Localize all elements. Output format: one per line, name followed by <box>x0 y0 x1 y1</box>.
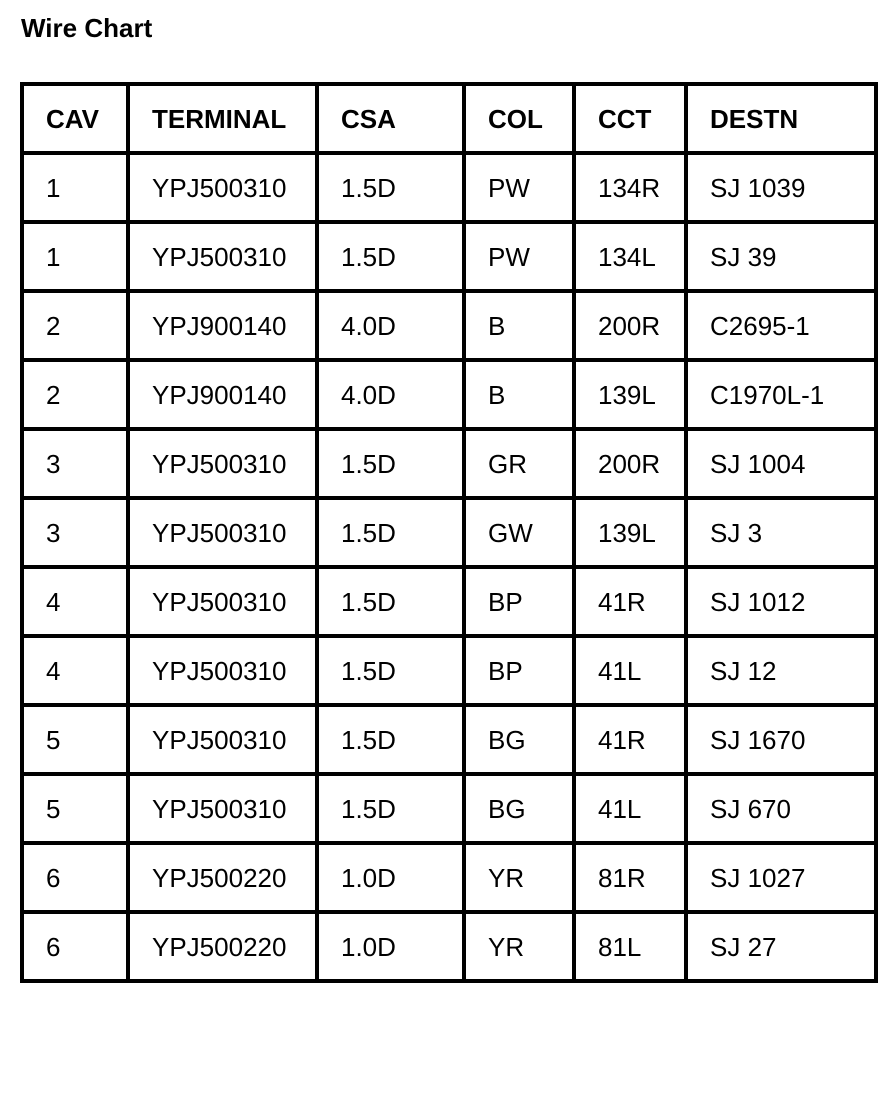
cell-destn: SJ 27 <box>686 912 876 981</box>
table-header-row <box>22 84 876 153</box>
cell-destn: SJ 12 <box>686 636 876 705</box>
cell-csa: 1.5D <box>317 153 464 222</box>
cell-cav: 3 <box>22 498 128 567</box>
cell-destn: C1970L-1 <box>686 360 876 429</box>
column-header-csa: CSA <box>317 84 464 153</box>
cell-cct: 41L <box>574 636 686 705</box>
cell-destn: SJ 1027 <box>686 843 876 912</box>
cell-cav: 4 <box>22 636 128 705</box>
column-header-cav: CAV <box>22 84 128 153</box>
cell-col: GR <box>464 429 574 498</box>
cell-cct: 139L <box>574 498 686 567</box>
cell-cav: 3 <box>22 429 128 498</box>
cell-cct: 139L <box>574 360 686 429</box>
cell-csa: 1.5D <box>317 498 464 567</box>
column-header-terminal: TERMINAL <box>128 84 317 153</box>
table-row <box>22 153 876 222</box>
cell-terminal: YPJ500220 <box>128 843 317 912</box>
table-row <box>22 843 876 912</box>
cell-terminal: YPJ500220 <box>128 912 317 981</box>
cell-cav: 2 <box>22 360 128 429</box>
table-row <box>22 360 876 429</box>
cell-col: YR <box>464 912 574 981</box>
cell-cct: 200R <box>574 291 686 360</box>
cell-terminal: YPJ500310 <box>128 567 317 636</box>
cell-col: BG <box>464 774 574 843</box>
cell-destn: SJ 39 <box>686 222 876 291</box>
cell-csa: 1.5D <box>317 774 464 843</box>
cell-destn: SJ 1004 <box>686 429 876 498</box>
table-row <box>22 636 876 705</box>
cell-terminal: YPJ500310 <box>128 222 317 291</box>
cell-terminal: YPJ900140 <box>128 360 317 429</box>
cell-cct: 200R <box>574 429 686 498</box>
cell-terminal: YPJ500310 <box>128 705 317 774</box>
cell-col: B <box>464 360 574 429</box>
column-header-destn: DESTN <box>686 84 876 153</box>
wire-chart-table <box>20 82 878 983</box>
cell-destn: SJ 1012 <box>686 567 876 636</box>
column-header-col: COL <box>464 84 574 153</box>
cell-cct: 134R <box>574 153 686 222</box>
cell-col: B <box>464 291 574 360</box>
cell-cav: 2 <box>22 291 128 360</box>
table-row <box>22 429 876 498</box>
cell-cav: 6 <box>22 843 128 912</box>
cell-csa: 1.0D <box>317 912 464 981</box>
cell-cav: 1 <box>22 222 128 291</box>
page-title: Wire Chart <box>21 13 153 43</box>
cell-terminal: YPJ500310 <box>128 774 317 843</box>
cell-cav: 5 <box>22 774 128 843</box>
cell-cct: 134L <box>574 222 686 291</box>
cell-cct: 81L <box>574 912 686 981</box>
cell-col: BP <box>464 636 574 705</box>
cell-col: PW <box>464 222 574 291</box>
cell-csa: 1.5D <box>317 567 464 636</box>
cell-destn: SJ 3 <box>686 498 876 567</box>
cell-destn: SJ 1670 <box>686 705 876 774</box>
cell-cct: 41L <box>574 774 686 843</box>
cell-destn: SJ 1039 <box>686 153 876 222</box>
cell-terminal: YPJ500310 <box>128 153 317 222</box>
cell-csa: 4.0D <box>317 291 464 360</box>
cell-destn: SJ 670 <box>686 774 876 843</box>
cell-csa: 4.0D <box>317 360 464 429</box>
cell-cct: 81R <box>574 843 686 912</box>
cell-csa: 1.5D <box>317 705 464 774</box>
cell-csa: 1.0D <box>317 843 464 912</box>
cell-col: BP <box>464 567 574 636</box>
table-row <box>22 774 876 843</box>
table-body <box>22 153 876 981</box>
cell-col: PW <box>464 153 574 222</box>
cell-terminal: YPJ500310 <box>128 429 317 498</box>
cell-col: BG <box>464 705 574 774</box>
table-row <box>22 705 876 774</box>
cell-terminal: YPJ900140 <box>128 291 317 360</box>
cell-csa: 1.5D <box>317 429 464 498</box>
table-row <box>22 222 876 291</box>
cell-col: GW <box>464 498 574 567</box>
cell-cct: 41R <box>574 567 686 636</box>
cell-cav: 6 <box>22 912 128 981</box>
cell-col: YR <box>464 843 574 912</box>
table-row <box>22 291 876 360</box>
cell-terminal: YPJ500310 <box>128 498 317 567</box>
column-header-cct: CCT <box>574 84 686 153</box>
cell-cct: 41R <box>574 705 686 774</box>
cell-cav: 4 <box>22 567 128 636</box>
cell-terminal: YPJ500310 <box>128 636 317 705</box>
cell-cav: 1 <box>22 153 128 222</box>
cell-csa: 1.5D <box>317 222 464 291</box>
table-row <box>22 912 876 981</box>
table-row <box>22 498 876 567</box>
table-row <box>22 567 876 636</box>
cell-csa: 1.5D <box>317 636 464 705</box>
cell-cav: 5 <box>22 705 128 774</box>
cell-destn: C2695-1 <box>686 291 876 360</box>
